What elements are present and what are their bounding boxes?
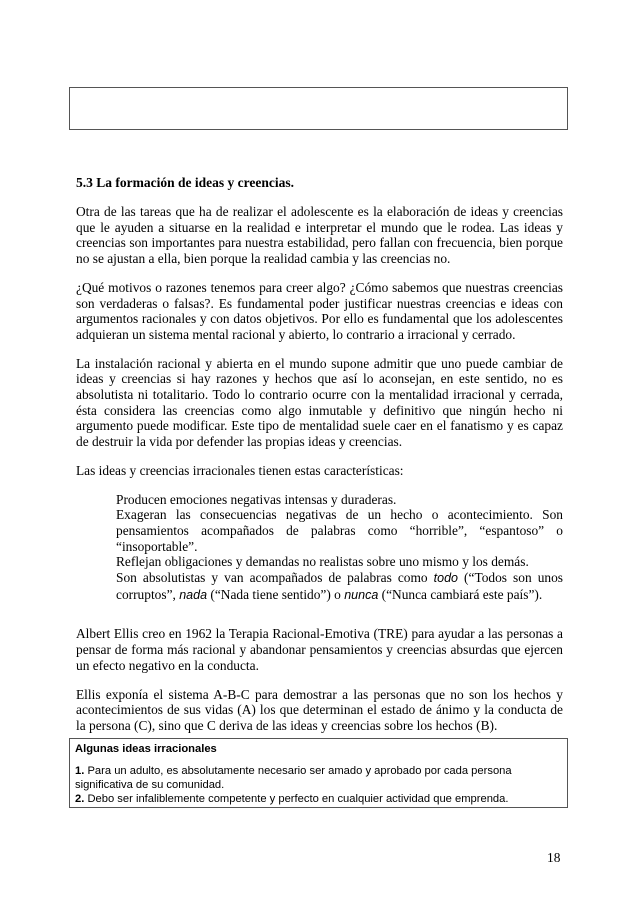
emphasis-word: todo (433, 571, 458, 586)
item-number: 2. (75, 793, 85, 805)
paragraph-6: Ellis exponía el sistema A-B-C para demostrar a las personas que no son los hechos y acontecimientos de sus vidas (A) los que determinan el estado de ánimo y la conducta de la persona (C), sino que C deriva de las ideas y creencias sobre los hechos (B). (76, 686, 563, 733)
paragraph-1: Otra de las tareas que ha de realizar el adolescente es la elaboración de ideas y creencias que le ayuden a situarse en la realidad e interpretar el mundo que le rodea. Las ideas y creencias son importantes para nuestra estabilidad, pero fallan con frecuencia, bien porque no se ajustan a ella, bien porque la realidad cambia y las creencias no. (76, 204, 563, 267)
list-item: Producen emociones negativas intensas y duraderas. (116, 491, 397, 507)
section-heading: 5.3 La formación de ideas y creencias. (76, 175, 294, 190)
emphasis-word: nunca (344, 587, 379, 602)
emphasis-word: nada (179, 587, 208, 602)
list-item: Exageran las consecuencias negativas de un hecho o acontecimiento. Son pensamientos acompañados de palabras como “horrible”, “espantoso” o “insoportable”. (116, 507, 563, 554)
paragraph-5: Albert Ellis creo en 1962 la Terapia Racional-Emotiva (TRE) para ayudar a las personas a pensar de forma más racional y abandonar pensamientos y creencias absurdas que ejercen un efecto negativo en la conducta. (76, 626, 563, 673)
list-item: Reflejan obligaciones y demandas no realistas sobre uno mismo y los demás. (116, 554, 529, 570)
item-text: Debo ser infaliblemente competente y perfecto en cualquier actividad que emprenda. (84, 793, 509, 805)
list-item (116, 570, 563, 603)
paragraph-2: ¿Qué motivos o razones tenemos para creer algo? ¿Cómo sabemos que nuestras creencias son verdaderas o falsas?. Es fundamental poder justificar nuestras creencias e ideas con argumentos racionales y con datos objetivos. Por ello es fundamental que los adolescentes adquieran un sistema mental racional y abierto, lo contrario a irracional y cerrado. (76, 279, 563, 342)
box-item (75, 792, 562, 806)
characteristics-list (116, 492, 563, 604)
list-item-text: (“Todos son unos corruptos”, (116, 570, 563, 602)
item-number: 1. (75, 765, 85, 777)
empty-bordered-box (69, 87, 568, 130)
list-item-text: Son absolutistas y van acompañados de palabras como (116, 570, 434, 586)
list-item-text: (“Nada tiene sentido”) o (207, 586, 345, 602)
irrational-ideas-box (69, 738, 568, 808)
paragraph-3: La instalación racional y abierta en el mundo supone admitir que uno puede cambiar de ideas y creencias si hay razones y hechos que así lo aconsejan, en este sentido, no es absolutista ni totalitario. Todo lo contrario ocurre con la mentalidad irracional y cerrada, ésta considera las creencias como algo inmutable y definitivo que ningún hecho ni argumento puede modificar. Este tipo de mentalidad suele caer en el fanatismo y es capaz de destruir la vida por defender las propias ideas y creencias. (76, 355, 563, 450)
box-item (75, 764, 562, 792)
page-number: 18 (547, 850, 561, 865)
main-content (76, 175, 563, 747)
list-item-text: (“Nunca cambiará este país”). (378, 586, 543, 602)
paragraph-4: Las ideas y creencias irracionales tienen estas características: (76, 462, 404, 478)
box-title: Algunas ideas irracionales (75, 743, 217, 755)
item-text: Para un adulto, es absolutamente necesario ser amado y aprobado por cada persona significativa de su comunidad. (75, 765, 512, 791)
